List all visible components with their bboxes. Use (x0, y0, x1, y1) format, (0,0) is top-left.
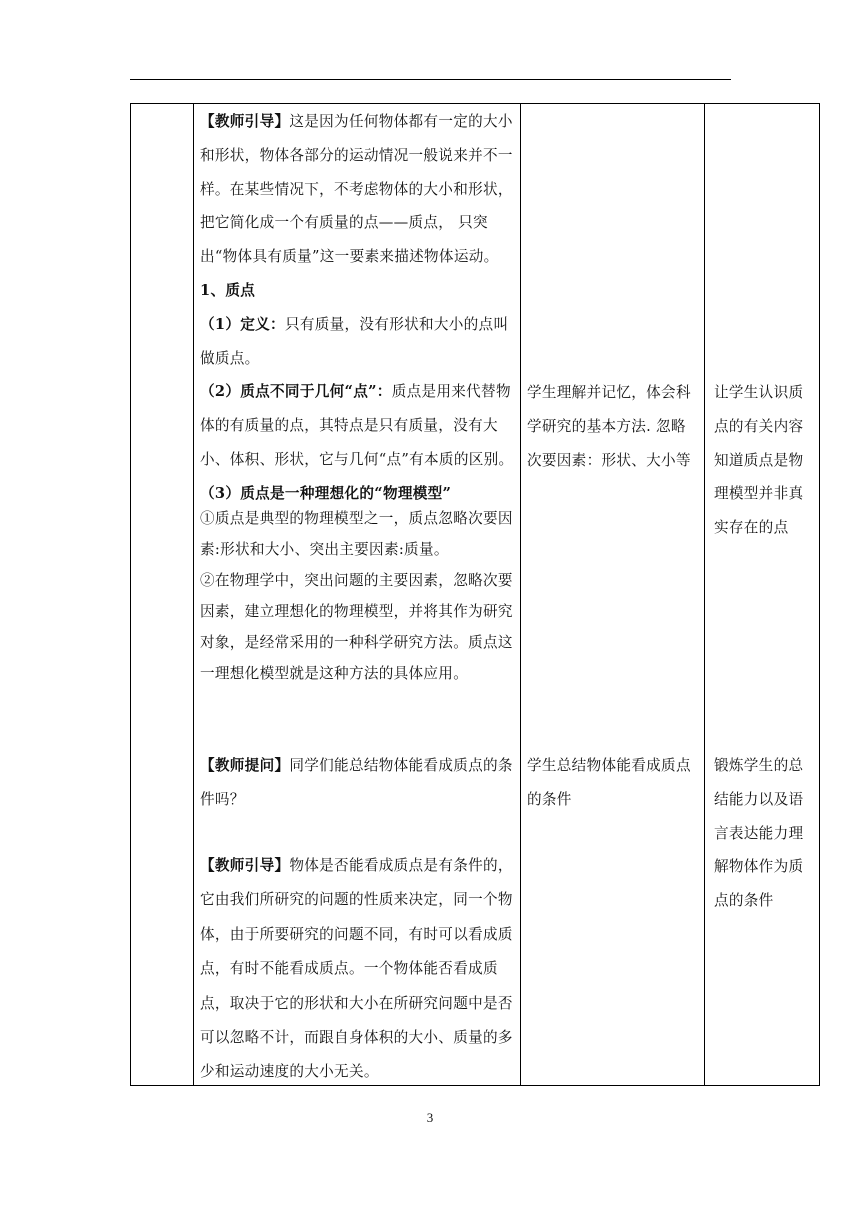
teacher-question-tag: 【教师提问】 (200, 757, 290, 774)
section-heading-mass-point: 1、质点 (200, 281, 256, 299)
teaching-content-cell (194, 104, 521, 1086)
table-row (131, 104, 820, 1086)
ideal-model-point-1: ①质点是典型的物理模型之一，质点忽略次要因素:形状和大小、突出主要因素:质量。 (200, 510, 513, 558)
student-activity-1: 学生理解并记忆，体会科学研究的基本方法. 忽略次要因素：形状、大小等 (527, 384, 691, 469)
teacher-guide-2-paragraph: 【教师引导】物体是否能看成质点是有条件的，它由我们所研究的问题的性质来决定，同一个物体，由于所要研究的问题不同，有时可以看成质点，有时不能看成质点。一个物体能否看成质点，取决于它的形状和大小在所研究问题中是否可以忽略不计，而跟自身体积的大小、质量的多少和运动速度的大小无关。 (200, 857, 513, 1081)
definition-paragraph: （1）定义：只有质量，没有形状和大小的点叫做质点。 (200, 315, 509, 367)
header-rule (130, 79, 731, 80)
teacher-guide-2-tag: 【教师引导】 (200, 857, 290, 874)
ideal-model-heading: （3）质点是一种理想化的“物理模型” (200, 484, 452, 502)
design-intent-cell (705, 104, 820, 1086)
stage-cell (131, 104, 194, 1086)
teacher-guide-tag: 【教师引导】 (200, 113, 290, 130)
lesson-table (130, 103, 820, 1086)
design-intent-2: 锻炼学生的总结能力以及语言表达能力理解物体作为质点的条件 (714, 757, 804, 910)
student-activity-cell (521, 104, 705, 1086)
teacher-question-paragraph: 【教师提问】同学们能总结物体能看成质点的条件吗？ (200, 757, 513, 808)
page-number: 3 (426, 1110, 434, 1125)
design-intent-1: 让学生认识质点的有关内容知道质点是物理模型并非真实存在的点 (714, 384, 804, 537)
ideal-model-point-2: ②在物理学中，突出问题的主要因素，忽略次要因素，建立理想化的物理模型，并将其作为研究对象，是经常采用的一种科学研究方法。质点这一理想化模型就是这种方法的具体应用。 (200, 572, 513, 682)
teacher-guide-paragraph: 【教师引导】这是因为任何物体都有一定的大小和形状，物体各部分的运动情况一般说来并不一样。在某些情况下，不考虑物体的大小和形状，把它简化成一个有质量的点——质点， 只突出“物体具有质量”这一要素来描述物体运动。 (200, 113, 513, 266)
student-activity-2: 学生总结物体能看成质点的条件 (527, 757, 691, 808)
difference-paragraph: （2）质点不同于几何“点”：质点是用来代替物体的有质量的点，其特点是只有质量，没有大小、体积、形状，它与几何“点”有本质的区别。 (200, 383, 514, 468)
